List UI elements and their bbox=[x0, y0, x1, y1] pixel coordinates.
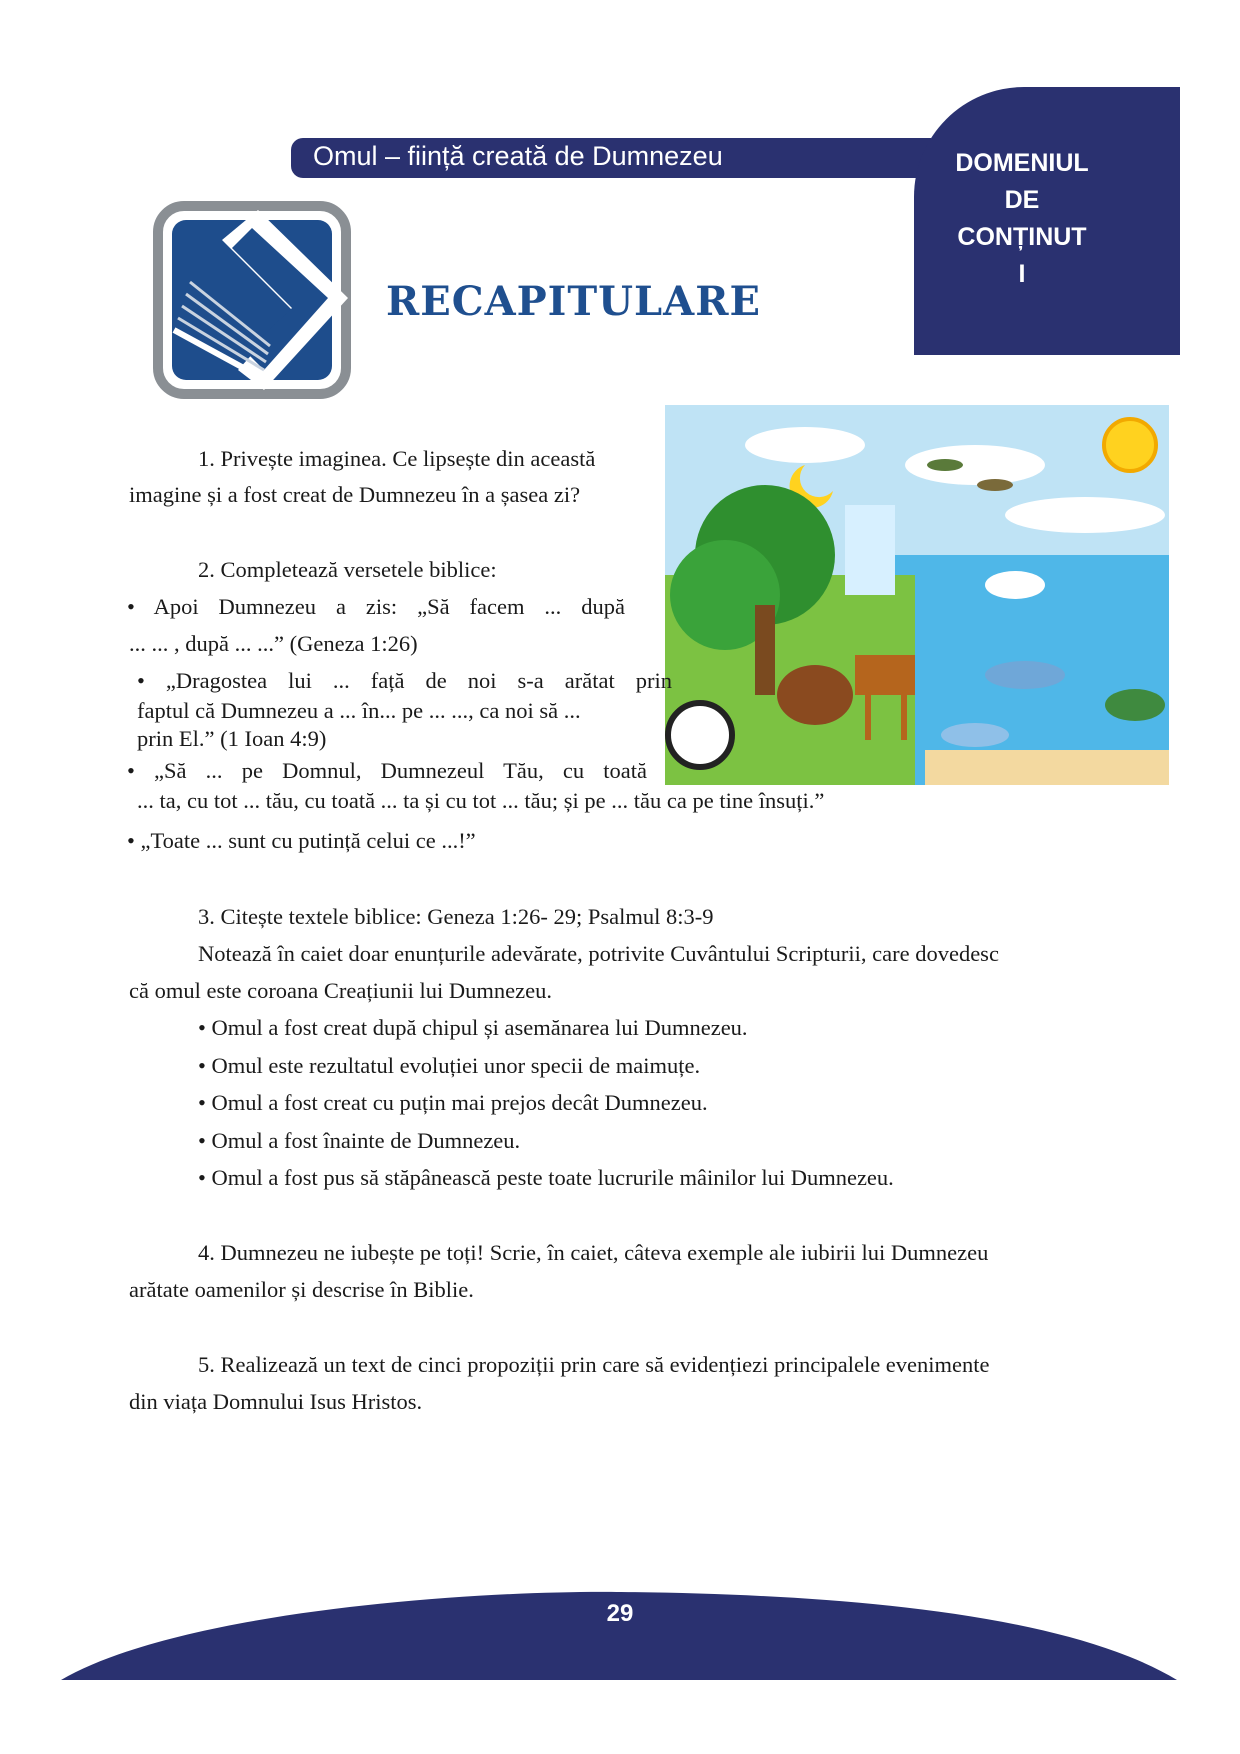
exercise1-line2: imagine și a fost creat de Dumnezeu în a șasea zi? bbox=[129, 482, 581, 507]
exercise2-heading: 2. Completează versetele biblice: bbox=[198, 557, 497, 582]
exercise2-bullet1-line2: ... ... , după ... ...” (Geneza 1:26) bbox=[129, 631, 418, 656]
exercise5-line2: din viața Domnului Isus Hristos. bbox=[129, 1389, 423, 1414]
creation-illustration bbox=[665, 405, 1169, 785]
domain-label-line2: DE bbox=[1004, 186, 1040, 214]
chapter-header-bar bbox=[291, 138, 931, 178]
page-title: RECAPITULARE bbox=[386, 278, 761, 325]
exercise2-bullet4: • „Toate ... sunt cu putință celui ce ...!” bbox=[127, 828, 476, 853]
domain-tab bbox=[914, 87, 1180, 355]
exercise3-item: • Omul este rezultatul evoluției unor specii de maimuțe. bbox=[198, 1053, 701, 1078]
exercise3-item: • Omul a fost înainte de Dumnezeu. bbox=[198, 1128, 521, 1153]
exercise2-bullet2-line1: • „Dragostea lui ... față de noi s-a arătat prin bbox=[137, 668, 672, 693]
exercise2-bullet2-line2: faptul că Dumnezeu a ... în... pe ... ..., ca noi să ... bbox=[137, 698, 581, 723]
exercise2-bullet2-line3: prin El.” (1 Ioan 4:9) bbox=[137, 726, 327, 751]
open-book-logo-icon bbox=[152, 200, 352, 400]
domain-label-line1: DOMENIUL bbox=[955, 149, 1089, 177]
exercise1-line1: 1. Privește imaginea. Ce lipsește din această bbox=[198, 446, 596, 471]
exercise4-line1: 4. Dumnezeu ne iubește pe toți! Scrie, în caiet, câteva exemple ale iubirii lui Dumnezeu bbox=[198, 1240, 989, 1265]
exercise2-bullet3-line1: • „Să ... pe Domnul, Dumnezeul Tău, cu toată bbox=[127, 758, 647, 783]
exercise5-line1: 5. Realizează un text de cinci propoziții prin care să evidențiezi principalele evenimente bbox=[198, 1352, 990, 1377]
domain-label-line3: CONȚINUT bbox=[957, 223, 1087, 251]
exercise3-line2: Notează în caiet doar enunțurile adevărate, potrivite Cuvântului Scripturii, care dovedesc bbox=[198, 941, 999, 966]
exercise2-bullet1-line1: • Apoi Dumnezeu a zis: „Să facem ... după bbox=[127, 594, 625, 619]
exercise3-line1: 3. Citește textele biblice: Geneza 1:26- 29; Psalmul 8:3-9 bbox=[198, 904, 714, 929]
exercise4-line2: arătate oamenilor și descrise în Biblie. bbox=[129, 1277, 474, 1302]
exercise3-item: • Omul a fost creat după chipul și asemănarea lui Dumnezeu. bbox=[198, 1015, 748, 1040]
exercise2-bullet3-line2: ... ta, cu tot ... tău, cu toată ... ta și cu tot ... tău; și pe ... tău ca pe tine însuți.” bbox=[137, 788, 825, 813]
page-number: 29 bbox=[606, 1600, 634, 1627]
domain-label-line4: I bbox=[1018, 260, 1026, 288]
exercise3-item: • Omul a fost pus să stăpânească peste toate lucrurile mâinilor lui Dumnezeu. bbox=[198, 1165, 894, 1190]
exercise3-item: • Omul a fost creat cu puțin mai prejos decât Dumnezeu. bbox=[198, 1090, 708, 1115]
chapter-title: Omul – ființă creată de Dumnezeu bbox=[313, 141, 723, 171]
exercise3-line3: că omul este coroana Creațiunii lui Dumnezeu. bbox=[129, 978, 552, 1003]
